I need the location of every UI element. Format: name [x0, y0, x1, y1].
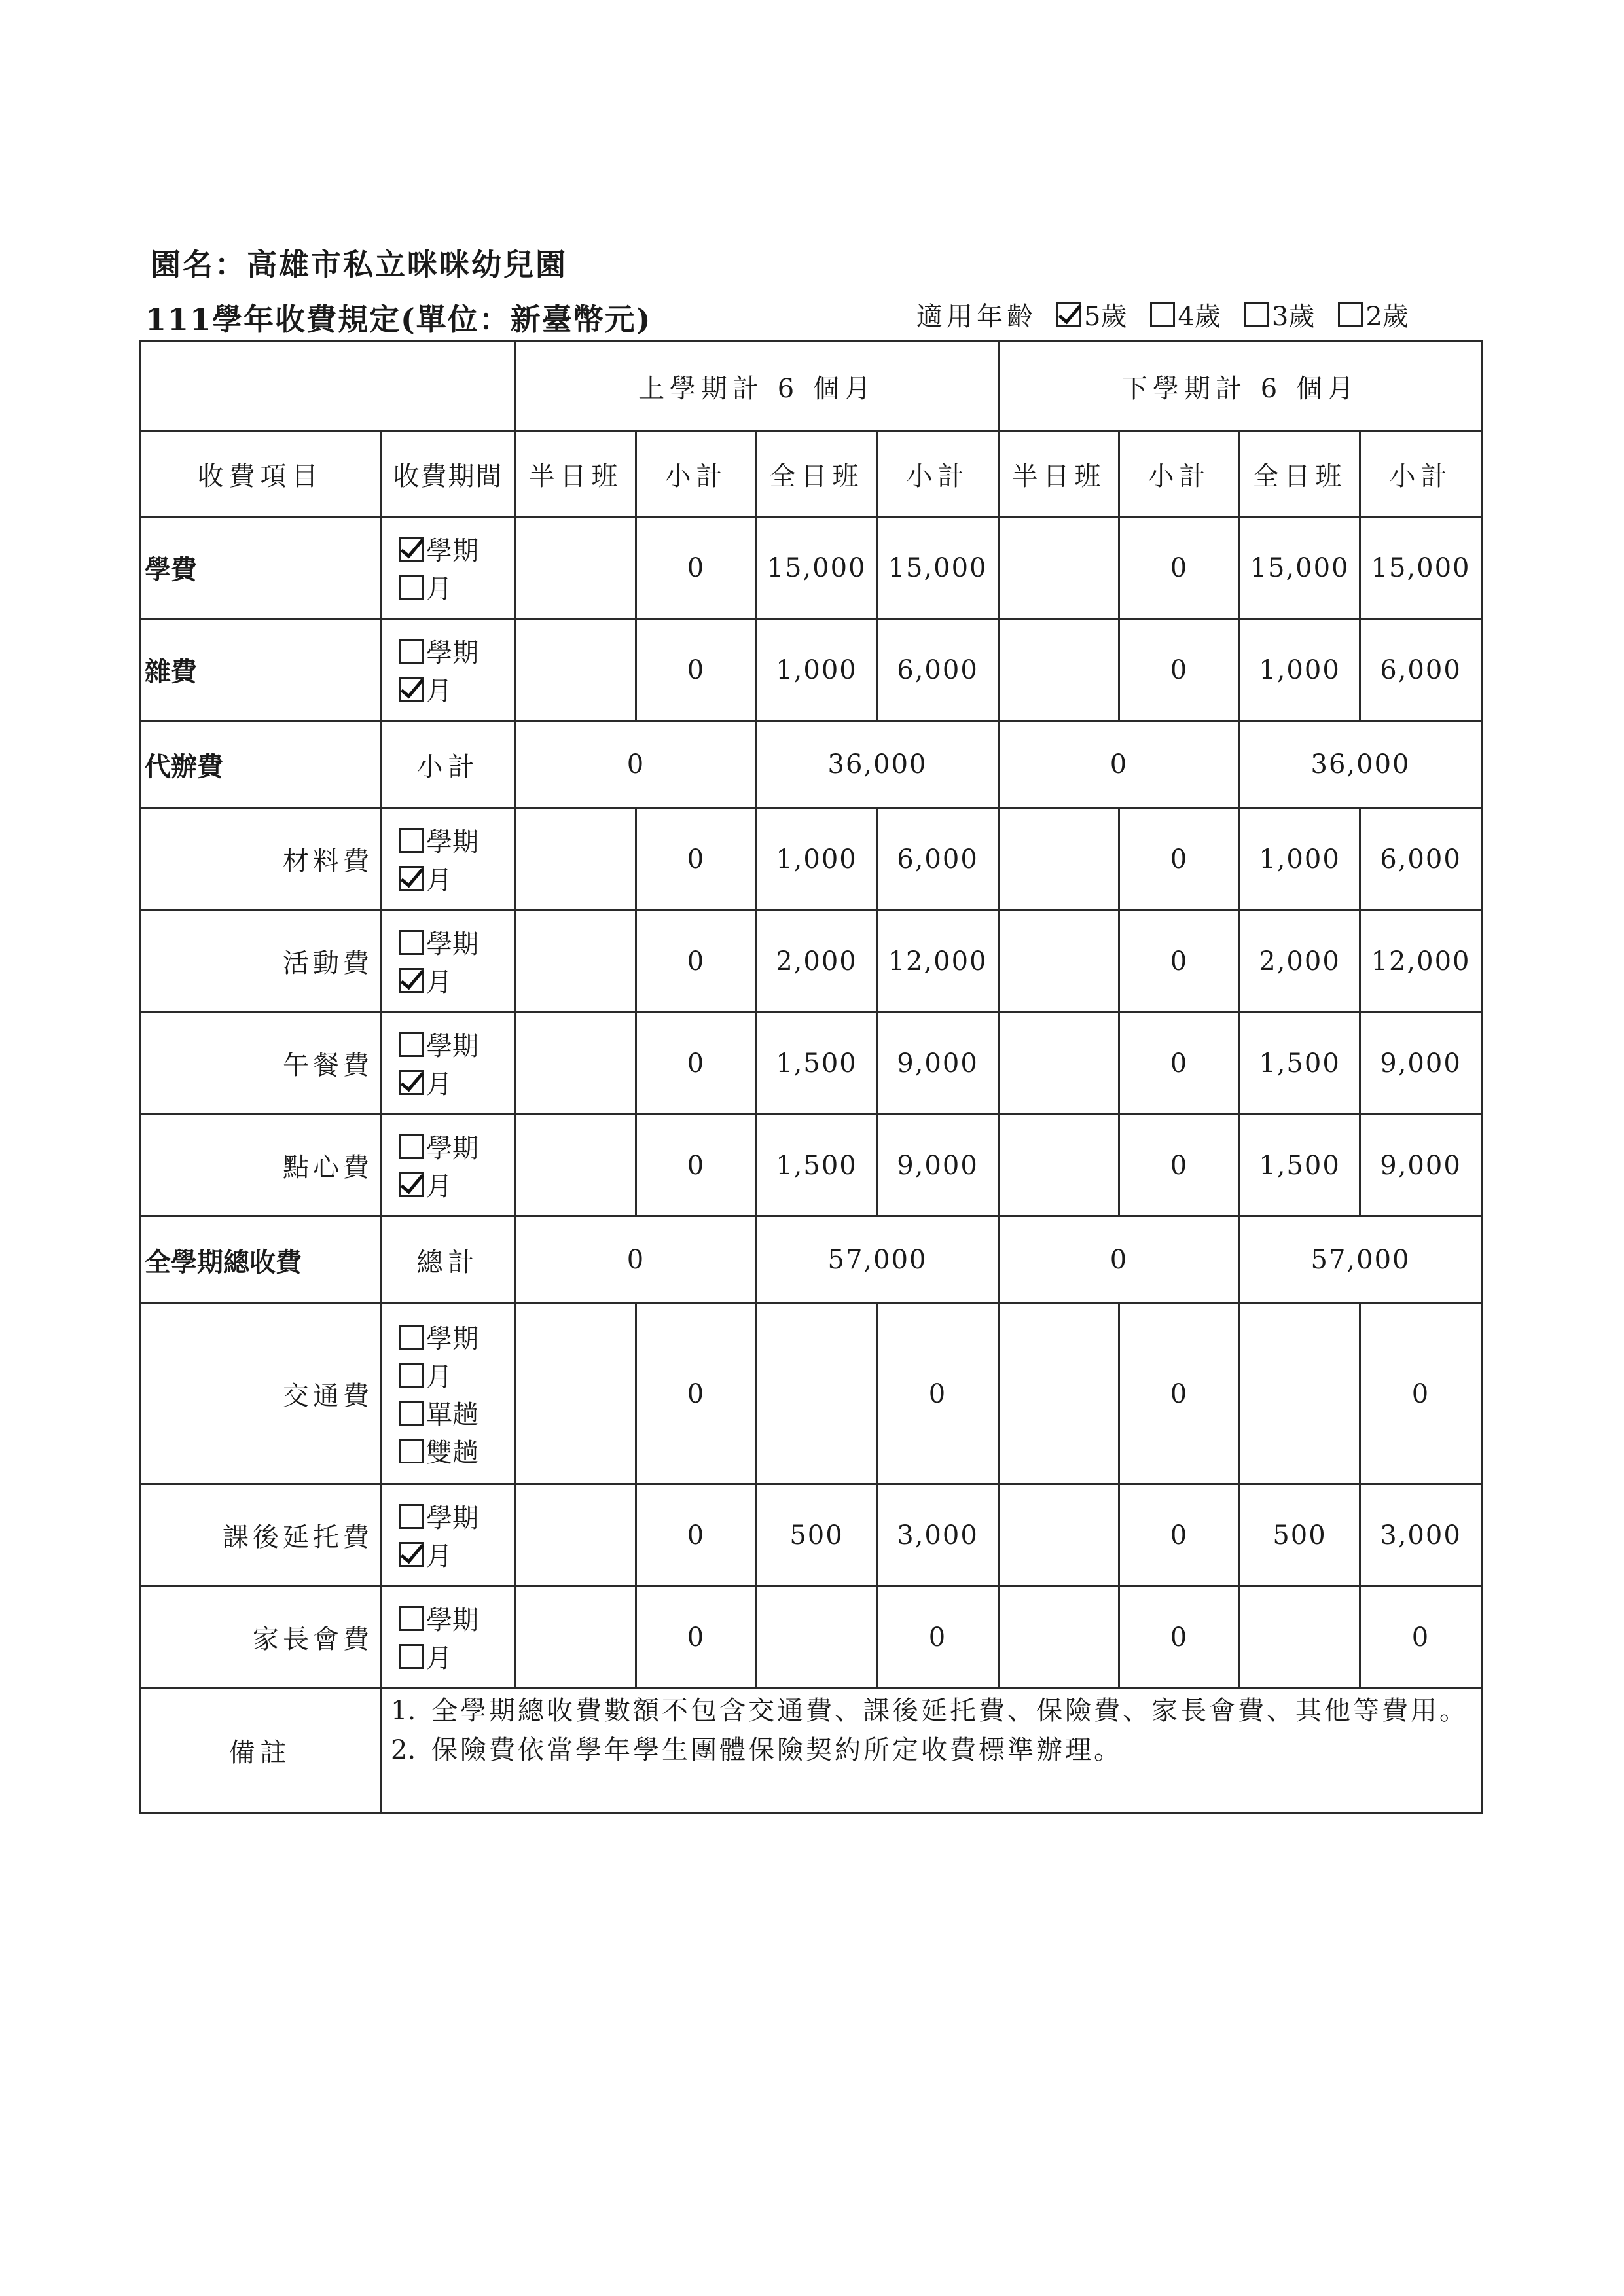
fee-value [516, 808, 636, 910]
fee-value: 0 [636, 517, 757, 619]
age-option[interactable] [1244, 296, 1314, 333]
fee-row [140, 1304, 1482, 1484]
fee-value [999, 517, 1119, 619]
fee-item-name: 午餐費 [140, 1013, 381, 1115]
fee-item-name: 活動費 [140, 910, 381, 1013]
fee-value [999, 1115, 1119, 1217]
age-option[interactable] [1056, 296, 1127, 333]
age-option-label: 2歲 [1365, 302, 1409, 332]
checked-checkbox-icon[interactable] [399, 866, 424, 891]
period-option-label: 學期 [426, 1134, 478, 1164]
fee-value: 6,000 [1360, 808, 1482, 910]
period-option[interactable] [399, 961, 514, 999]
fee-row [140, 1217, 1482, 1304]
summary-period-label: 小計 [381, 721, 516, 808]
col-header-subtotal-2: 小計 [877, 431, 999, 517]
checkbox-icon[interactable] [399, 1439, 424, 1463]
fee-value: 2,000 [1240, 910, 1360, 1013]
period-option-label: 月 [426, 1362, 452, 1392]
period-option[interactable] [399, 1064, 514, 1102]
fee-value: 1,500 [757, 1013, 877, 1115]
notes-content [381, 1689, 1482, 1813]
fee-value: 0 [636, 1013, 757, 1115]
fee-value: 500 [757, 1484, 877, 1587]
fee-value [999, 1587, 1119, 1689]
fee-value: 9,000 [877, 1115, 999, 1217]
checked-checkbox-icon[interactable] [1056, 302, 1081, 327]
period-option[interactable] [399, 1498, 514, 1535]
fee-item-name: 課後延托費 [140, 1484, 381, 1587]
summary-value: 57,000 [757, 1217, 999, 1304]
fee-value [516, 1304, 636, 1484]
checkbox-icon[interactable] [399, 1606, 424, 1631]
period-option[interactable] [399, 1166, 514, 1204]
checkbox-icon[interactable] [399, 1134, 424, 1159]
period-option[interactable] [399, 821, 514, 859]
semester-header-2: 下學期計 6 個月 [999, 342, 1482, 431]
notes-row [140, 1689, 1482, 1813]
checkbox-icon[interactable] [1338, 302, 1363, 327]
fee-value: 9,000 [877, 1013, 999, 1115]
checkbox-icon[interactable] [399, 1363, 424, 1388]
fee-value: 0 [1119, 808, 1240, 910]
note-text: 保險費依當學年學生團體保險契約所定收費標準辦理。 [431, 1735, 1123, 1765]
fee-value [516, 1484, 636, 1587]
fee-value: 1,500 [1240, 1115, 1360, 1217]
fee-item-name: 全學期總收費 [140, 1217, 381, 1304]
summary-value: 0 [516, 721, 757, 808]
fee-value: 0 [636, 1587, 757, 1689]
fee-value: 6,000 [877, 619, 999, 721]
fee-value: 0 [1119, 1484, 1240, 1587]
col-header-subtotal-3: 小計 [1119, 431, 1240, 517]
checked-checkbox-icon[interactable] [399, 677, 424, 702]
fee-row [140, 1115, 1482, 1217]
fee-period-options [381, 1587, 516, 1689]
fee-table [139, 340, 1483, 1814]
age-option-label: 4歲 [1178, 302, 1221, 332]
period-option-label: 學期 [426, 1605, 478, 1636]
fee-value: 15,000 [877, 517, 999, 619]
period-option[interactable] [399, 1394, 514, 1432]
fee-item-name: 學費 [140, 517, 381, 619]
note-item [391, 1696, 1471, 1726]
fee-value [516, 517, 636, 619]
checkbox-icon[interactable] [1244, 302, 1269, 327]
summary-value: 0 [999, 1217, 1240, 1304]
col-header-item: 收費項目 [140, 431, 381, 517]
fee-row [140, 808, 1482, 910]
col-header-period: 收費期間 [381, 431, 516, 517]
header-blank-cell [140, 342, 516, 431]
age-selector [916, 296, 1432, 333]
fee-value: 0 [636, 910, 757, 1013]
fee-value: 6,000 [877, 808, 999, 910]
note-text: 全學期總收費數額不包含交通費、課後延托費、保險費、家長會費、其他等費用。 [431, 1696, 1468, 1726]
col-header-half-day-2: 半日班 [999, 431, 1119, 517]
fee-row [140, 721, 1482, 808]
period-option[interactable] [399, 924, 514, 961]
fee-value: 0 [877, 1587, 999, 1689]
fee-item-name: 材料費 [140, 808, 381, 910]
checkbox-icon[interactable] [399, 1032, 424, 1057]
col-header-half-day-1: 半日班 [516, 431, 636, 517]
fee-value [516, 1013, 636, 1115]
checkbox-icon[interactable] [399, 1644, 424, 1669]
fee-value: 6,000 [1360, 619, 1482, 721]
period-option-label: 月 [426, 574, 452, 604]
checkbox-icon[interactable] [1150, 302, 1175, 327]
fee-value [999, 1304, 1119, 1484]
period-option[interactable] [399, 1638, 514, 1676]
fee-value [757, 1587, 877, 1689]
period-option[interactable] [399, 859, 514, 897]
col-header-full-day-1: 全日班 [757, 431, 877, 517]
fee-value: 0 [1119, 1587, 1240, 1689]
period-option-label: 月 [426, 1069, 452, 1100]
period-option-label: 月 [426, 865, 452, 895]
period-option-label: 學期 [426, 1503, 478, 1534]
column-header-row [140, 431, 1482, 517]
fee-value: 0 [636, 1115, 757, 1217]
fee-value: 0 [636, 808, 757, 910]
period-option-label: 單趟 [426, 1400, 478, 1430]
fee-value: 15,000 [1360, 517, 1482, 619]
fee-value: 0 [1119, 1304, 1240, 1484]
note-item [391, 1735, 1471, 1765]
checkbox-icon[interactable] [399, 828, 424, 853]
checked-checkbox-icon[interactable] [399, 968, 424, 993]
fee-item-name: 代辦費 [140, 721, 381, 808]
fee-value [516, 1587, 636, 1689]
fee-row [140, 517, 1482, 619]
summary-period-label: 總計 [381, 1217, 516, 1304]
period-option-label: 月 [426, 1541, 452, 1571]
period-option-label: 月 [426, 1643, 452, 1674]
fee-value: 0 [636, 619, 757, 721]
checked-checkbox-icon[interactable] [399, 537, 424, 562]
notes-label: 備註 [140, 1689, 381, 1813]
period-option-label: 學期 [426, 827, 478, 857]
age-option-label: 5歲 [1084, 302, 1127, 332]
summary-value: 0 [999, 721, 1240, 808]
period-option[interactable] [399, 1318, 514, 1356]
period-option[interactable] [399, 632, 514, 670]
summary-value: 36,000 [757, 721, 999, 808]
fee-value: 0 [1119, 910, 1240, 1013]
fee-value [999, 1013, 1119, 1115]
fee-value: 12,000 [1360, 910, 1482, 1013]
fee-item-name: 雜費 [140, 619, 381, 721]
fee-value: 500 [1240, 1484, 1360, 1587]
summary-value: 57,000 [1240, 1217, 1482, 1304]
fee-value [757, 1304, 877, 1484]
fee-value: 0 [1119, 619, 1240, 721]
period-option[interactable] [399, 1128, 514, 1166]
period-option[interactable] [399, 1535, 514, 1573]
period-option-label: 雙趟 [426, 1438, 478, 1468]
fee-value [516, 619, 636, 721]
period-option[interactable] [399, 1600, 514, 1638]
fee-value: 0 [1119, 1115, 1240, 1217]
fee-row [140, 1484, 1482, 1587]
checkbox-icon[interactable] [399, 1325, 424, 1350]
fee-period-options [381, 517, 516, 619]
fee-value: 0 [1119, 1013, 1240, 1115]
fee-value: 1,000 [1240, 619, 1360, 721]
fee-value: 15,000 [1240, 517, 1360, 619]
fee-value: 3,000 [877, 1484, 999, 1587]
age-option[interactable] [1338, 296, 1408, 333]
summary-value: 36,000 [1240, 721, 1482, 808]
fee-row [140, 619, 1482, 721]
fee-value: 1,000 [757, 619, 877, 721]
col-header-subtotal-4: 小計 [1360, 431, 1482, 517]
fee-value: 9,000 [1360, 1013, 1482, 1115]
col-header-full-day-2: 全日班 [1240, 431, 1360, 517]
semester-header-1: 上學期計 6 個月 [516, 342, 999, 431]
fee-value: 0 [1360, 1304, 1482, 1484]
age-options [1056, 296, 1432, 333]
period-option[interactable] [399, 530, 514, 568]
fee-value: 0 [1360, 1587, 1482, 1689]
period-option-label: 學期 [426, 929, 478, 960]
summary-value: 0 [516, 1217, 757, 1304]
fee-value: 0 [877, 1304, 999, 1484]
fee-value: 1,500 [1240, 1013, 1360, 1115]
fee-value: 12,000 [877, 910, 999, 1013]
fee-value: 3,000 [1360, 1484, 1482, 1587]
fee-value [516, 1115, 636, 1217]
semester-header-row [140, 342, 1482, 431]
period-option-label: 學期 [426, 1031, 478, 1062]
fee-row [140, 1587, 1482, 1689]
fee-period-options [381, 619, 516, 721]
fee-value: 0 [1119, 517, 1240, 619]
checkbox-icon[interactable] [399, 1401, 424, 1426]
fee-value [516, 910, 636, 1013]
fee-title: 111學年收費規定(單位：新臺幣元) [145, 302, 652, 337]
fee-period-options [381, 808, 516, 910]
fee-value: 1,000 [1240, 808, 1360, 910]
fee-row [140, 1013, 1482, 1115]
period-option[interactable] [399, 1026, 514, 1064]
fee-value [999, 1484, 1119, 1587]
fee-value: 1,000 [757, 808, 877, 910]
checkbox-icon[interactable] [399, 639, 424, 664]
fee-value [1240, 1304, 1360, 1484]
fee-period-options [381, 1013, 516, 1115]
period-option[interactable] [399, 1432, 514, 1470]
fee-period-options [381, 1115, 516, 1217]
fee-item-name: 家長會費 [140, 1587, 381, 1689]
col-header-subtotal-1: 小計 [636, 431, 757, 517]
period-option-label: 學期 [426, 536, 478, 566]
age-label: 適用年齡 [916, 302, 1037, 332]
fee-value [999, 808, 1119, 910]
period-option-label: 月 [426, 967, 452, 997]
age-option[interactable] [1150, 296, 1220, 333]
checked-checkbox-icon[interactable] [399, 1172, 424, 1197]
fee-value [999, 619, 1119, 721]
fee-period-options [381, 1304, 516, 1484]
fee-value: 0 [636, 1484, 757, 1587]
checkbox-icon[interactable] [399, 930, 424, 955]
fee-value [999, 910, 1119, 1013]
fee-period-options [381, 910, 516, 1013]
checkbox-icon[interactable] [399, 1504, 424, 1529]
school-name: 園名：高雄市私立咪咪幼兒園 [151, 247, 568, 282]
period-option[interactable] [399, 670, 514, 708]
checked-checkbox-icon[interactable] [399, 1542, 424, 1567]
checkbox-icon[interactable] [399, 575, 424, 600]
fee-row [140, 910, 1482, 1013]
fee-value [1240, 1587, 1360, 1689]
fee-value: 2,000 [757, 910, 877, 1013]
period-option-label: 學期 [426, 638, 478, 668]
checked-checkbox-icon[interactable] [399, 1070, 424, 1095]
period-option[interactable] [399, 1356, 514, 1394]
fee-item-name: 交通費 [140, 1304, 381, 1484]
period-option-label: 學期 [426, 1324, 478, 1354]
fee-value: 1,500 [757, 1115, 877, 1217]
fee-value: 15,000 [757, 517, 877, 619]
fee-item-name: 點心費 [140, 1115, 381, 1217]
fee-value: 9,000 [1360, 1115, 1482, 1217]
fee-period-options [381, 1484, 516, 1587]
period-option-label: 月 [426, 676, 452, 706]
age-option-label: 3歲 [1271, 302, 1315, 332]
period-option-label: 月 [426, 1172, 452, 1202]
note-number: 2. [391, 1735, 416, 1765]
period-option[interactable] [399, 568, 514, 606]
note-number: 1. [391, 1696, 416, 1726]
fee-value: 0 [636, 1304, 757, 1484]
